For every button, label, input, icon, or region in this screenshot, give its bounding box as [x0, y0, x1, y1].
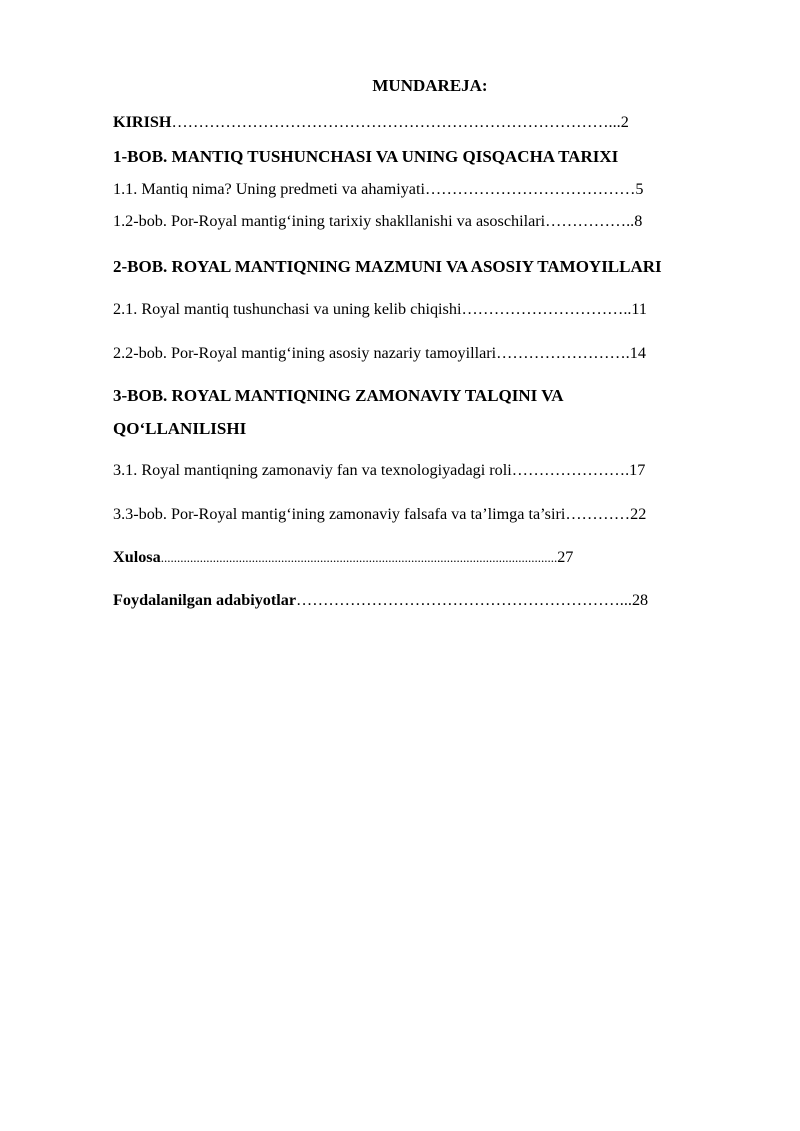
toc-page-number: 17 [629, 461, 646, 479]
page-title: MUNDAREJA: [372, 76, 488, 95]
toc-leader: ………………………….. [461, 300, 632, 318]
toc-entry-label: Xulosa [113, 548, 161, 566]
toc-page-number: 5 [635, 180, 644, 198]
toc-leader: ………… [565, 505, 631, 523]
toc-entry-kirish [113, 111, 733, 133]
toc-entry-label: KIRISH [113, 113, 172, 131]
toc-entry-label: 2.1. Royal mantiq tushunchasi va uning kelib chiqishi [113, 300, 462, 318]
toc-leader: ………………………………………………………………………... [171, 113, 621, 131]
toc-entry-2-1 [113, 298, 733, 320]
toc-leader: …………………. [511, 461, 630, 479]
toc-entry-1-1 [113, 178, 733, 200]
toc-entry-xulosa [113, 546, 733, 569]
toc-entry-label: 1.2-bob. Por-Royal mantig‘ining tarixiy shakllanishi va asoschilari [113, 212, 546, 230]
toc-leader: .......................................................................................................................... [160, 550, 558, 565]
toc-chapter-3-heading-line-2: QO‘LLANILISHI [113, 419, 247, 438]
toc-page-number: 27 [557, 548, 574, 566]
toc-entry-1-2 [113, 210, 733, 232]
toc-page-number: 28 [631, 591, 649, 609]
toc-leader: …………….. [545, 212, 635, 230]
toc-chapter-3-heading-line-1: 3-BOB. ROYAL MANTIQNING ZAMONAVIY TALQINI VA [113, 386, 564, 405]
toc-page-number: 8 [634, 212, 643, 230]
toc-entry-2-2 [113, 342, 733, 364]
toc-leader: ……………………………………………………... [296, 591, 632, 609]
toc-entry-label: 3.1. Royal mantiqning zamonaviy fan va texnologiyadagi roli [113, 461, 512, 479]
toc-page-number: 2 [620, 113, 629, 131]
toc-entry-3-1 [113, 459, 733, 481]
toc-leader: ………………………………… [424, 180, 636, 198]
toc-entry-label: 3.3-bob. Por-Royal mantig‘ining zamonaviy falsafa va ta’limga ta’siri [113, 505, 566, 523]
toc-chapter-1-heading: 1-BOB. MANTIQ TUSHUNCHASI VA UNING QISQACHA TARIXI [113, 147, 619, 166]
toc-entry-label: Foydalanilgan adabiyotlar [113, 591, 297, 609]
toc-page-number: 11 [631, 300, 648, 318]
toc-entry-label: 1.1. Mantiq nima? Uning predmeti va ahamiyati [113, 180, 425, 198]
toc-chapter-2-heading: 2-BOB. ROYAL MANTIQNING MAZMUNI VA ASOSIY TAMOYILLARI [113, 257, 662, 276]
toc-leader: ……………………. [496, 344, 630, 362]
toc-page-number: 14 [629, 344, 646, 362]
toc-entry-label: 2.2-bob. Por-Royal mantig‘ining asosiy nazariy tamoyillari [113, 344, 497, 362]
toc-page-number: 22 [630, 505, 647, 523]
toc-entry-3-3 [113, 503, 733, 525]
toc-entry-foydalanilgan-adabiyotlar [113, 589, 733, 611]
